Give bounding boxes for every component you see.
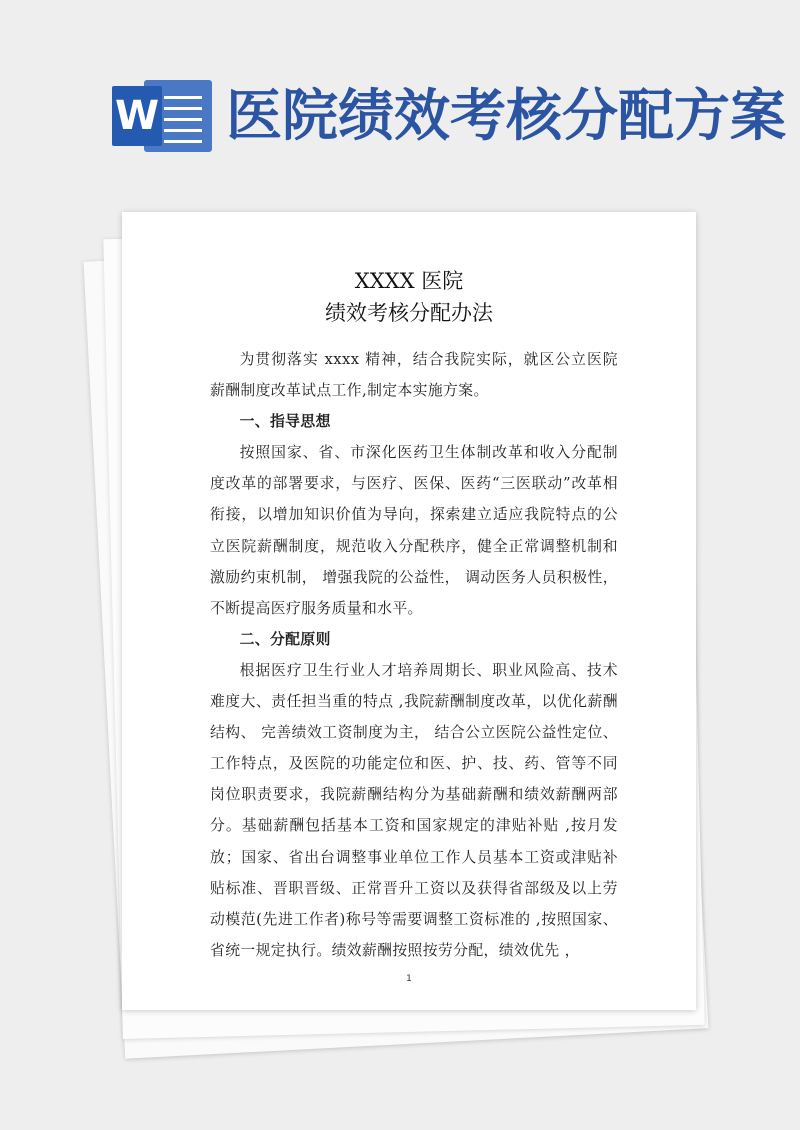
document-title-line2: 绩效考核分配办法 bbox=[325, 301, 493, 325]
banner-title: 医院绩效考核分配方案 bbox=[226, 83, 786, 149]
distribution-principles-paragraph: 根据医疗卫生行业人才培养周期长、职业风险高、技术难度大、责任担当重的特点 ,我院薪酬制度改革，以优化薪酬结构、 完善绩效工资制度为主， 结合公立医院公益性定位、工作特点，及医院的功能定位和医、护、技、药、管等不同岗位职责要求，我院薪酬结构分为基础薪酬和绩效薪酬两部分。基础薪酬包括基本工资和国家规定的津贴补贴 ,按月发放；国家、省出台调整事业单位工作人员基本工资或津贴补贴标准、晋职晋级、正常晋升工资以及获得省部级及以上劳动模范(先进工作者)称号等需要调整工资标准的 ,按照国家、省统一规定执行。绩效薪酬按照按劳分配，绩效优先 ， bbox=[210, 661, 618, 959]
word-letter-icon: W bbox=[112, 86, 162, 146]
intro-paragraph: 为贯彻落实 xxxx 精神，结合我院实际，就区公立医院薪酬制度改革试点工作,制定本实施方案。 bbox=[210, 351, 618, 400]
text-line-icon bbox=[164, 140, 202, 143]
document-body bbox=[210, 344, 618, 966]
section-heading-guiding-ideology: 一、指导思想 bbox=[239, 413, 331, 431]
section-heading-distribution-principles: 二、分配原则 bbox=[239, 630, 331, 648]
text-line-icon bbox=[164, 118, 202, 121]
guiding-ideology-paragraph: 按照国家、省、市深化医药卫生体制改革和收入分配制度改革的部署要求，与医疗、医保、医药“三医联动”改革相衔接，以增加知识价值为导向，探索建立适应我院特点的公立医院薪酬制度，规范收入分配秩序，健全正常调整机制和激励约束机制， 增强我院的公益性， 调动医务人员积极性，不断提高医疗服务质量和水平。 bbox=[210, 444, 618, 617]
word-document-icon bbox=[112, 80, 212, 152]
text-line-icon bbox=[164, 96, 202, 99]
document-title-line1: XXXX 医院 bbox=[354, 269, 464, 293]
text-line-icon bbox=[164, 129, 202, 132]
text-line-icon bbox=[164, 107, 202, 110]
document-page bbox=[122, 212, 696, 1010]
header-banner bbox=[0, 0, 800, 200]
page-number: 1 bbox=[406, 974, 412, 984]
